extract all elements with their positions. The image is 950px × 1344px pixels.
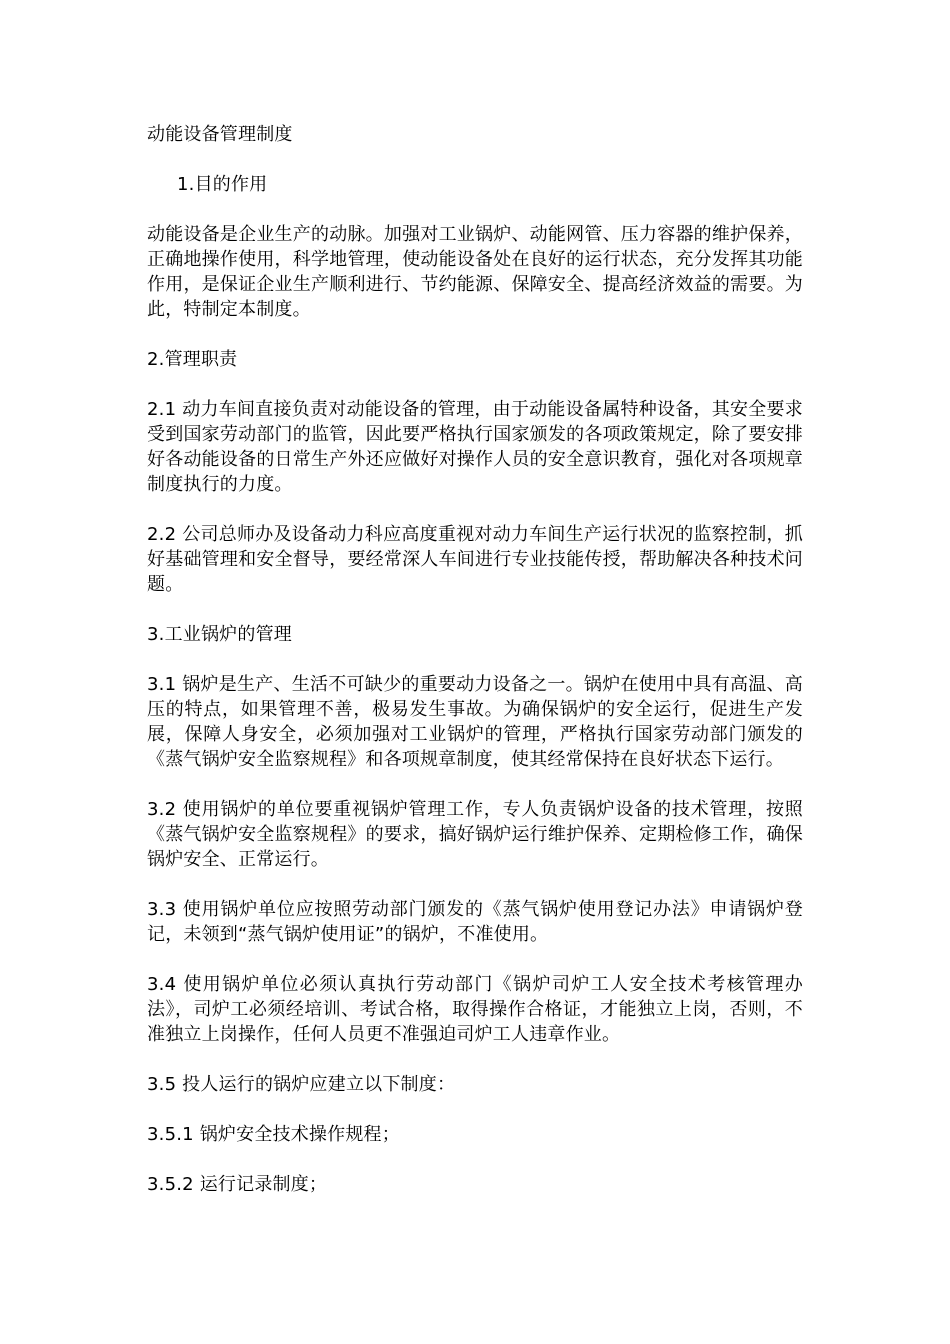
document-body (147, 122, 803, 1222)
paragraph-3-3: 3.3 使用锅炉单位应按照劳动部门颁发的《蒸气锅炉使用登记办法》申请锅炉登记，未领到“蒸气锅炉使用证”的锅炉，不准使用。 (147, 899, 803, 945)
paragraph-purpose: 动能设备是企业生产的动脉。加强对工业锅炉、动能网管、压力容器的维护保养，正确地操作使用，科学地管理，使动能设备处在良好的运行状态，充分发挥其功能作用，是保证企业生产顺利进行、节约能源、保障安全、提高经济效益的需要。为此，特制定本制度。 (147, 224, 803, 320)
paragraph-3-1: 3.1 锅炉是生产、生活不可缺少的重要动力设备之一。锅炉在使用中具有高温、高压的特点，如果管理不善，极易发生事故。为确保锅炉的安全运行，促进生产发展，保障人身安全，必须加强对工业锅炉的管理，严格执行国家劳动部门颁发的《蒸气锅炉安全监察规程》和各项规章制度，使其经常保持在良好状态下运行。 (147, 674, 803, 770)
list-item-3-5-2: 3.5.2 运行记录制度； (147, 1174, 328, 1195)
section-heading-purpose: 1.目的作用 (177, 174, 268, 195)
paragraph-3-5: 3.5 投人运行的锅炉应建立以下制度： (147, 1074, 456, 1095)
section-heading-duties: 2.管理职责 (147, 349, 238, 370)
list-item-3-5-1: 3.5.1 锅炉安全技术操作规程； (147, 1124, 400, 1145)
document-title: 动能设备管理制度 (147, 124, 293, 145)
paragraph-2-2: 2.2 公司总师办及设备动力科应高度重视对动力车间生产运行状况的监察控制，抓好基础管理和安全督导，要经常深人车间进行专业技能传授，帮助解决各种技术问题。 (147, 524, 803, 595)
paragraph-3-4: 3.4 使用锅炉单位必须认真执行劳动部门《锅炉司炉工人安全技术考核管理办法》，司炉工必须经培训、考试合格，取得操作合格证，才能独立上岗，否则，不准独立上岗操作，任何人员更不准强迫司炉工人违章作业。 (147, 974, 803, 1045)
section-heading-boiler: 3.工业锅炉的管理 (147, 624, 292, 645)
paragraph-3-2: 3.2 使用锅炉的单位要重视锅炉管理工作，专人负责锅炉设备的技术管理，按照《蒸气锅炉安全监察规程》的要求，搞好锅炉运行维护保养、定期检修工作，确保锅炉安全、正常运行。 (147, 799, 803, 870)
paragraph-2-1: 2.1 动力车间直接负责对动能设备的管理，由于动能设备属特种设备，其安全要求受到国家劳动部门的监管，因此要严格执行国家颁发的各项政策规定，除了要安排好各动能设备的日常生产外还应做好对操作人员的安全意识教育，强化对各项规章制度执行的力度。 (147, 399, 803, 495)
